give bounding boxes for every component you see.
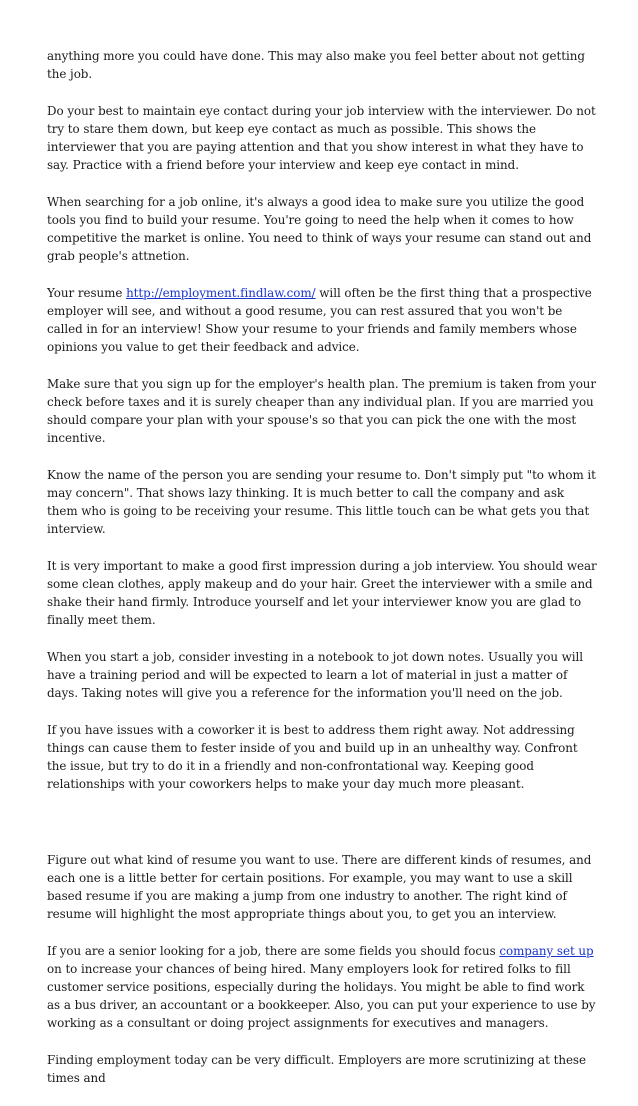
- paragraph-2: Do your best to maintain eye contact during your job interview with the interviewer. Do not try to stare them down, but keep eye contact as much as possible. This shows the interviewer that you are paying attention and that you show interest in what they have to say. Practice with a friend before your interview and keep eye contact in mind.: [47, 104, 596, 172]
- paragraph-8: When you start a job, consider investing in a notebook to jot down notes. Usually you will have a training period and will be expected to learn a lot of material in just a matter of days. Taking notes will give you a reference for the information you'll need on the job.: [47, 650, 584, 700]
- document-page: [47, 47, 597, 1106]
- paragraph-11-text-start: If you are a senior looking for a job, there are some fields you should focus: [47, 944, 500, 958]
- findlaw-link[interactable]: http://employment.findlaw.com/: [126, 286, 316, 300]
- paragraph-7: It is very important to make a good first impression during a job interview. You should wear some clean clothes, apply makeup and do your hair. Greet the interviewer with a smile and shake their hand firmly. Introduce yourself and let your interviewer know you are glad to finally meet them.: [47, 559, 597, 627]
- blank-gap: [47, 812, 597, 851]
- paragraph-11-text-end: on to increase your chances of being hired. Many employers look for retired folks to fill customer service positions, especially during the holidays. You might be able to find work as a bus driver, an accountant or a bookkeeper. Also, you can put your experience to use by working as a consultant or doing project assignments for executives and managers.: [47, 962, 596, 1030]
- paragraph-1: anything more you could have done. This may also make you feel better about not getting the job.: [47, 49, 585, 81]
- paragraph-9: If you have issues with a coworker it is best to address them right away. Not addressing things can cause them to fester inside of you and build up in an unhealthy way. Confront the issue, but try to do it in a friendly and non-confrontational way. Keeping good relationships with your coworkers helps to make your day much more pleasant.: [47, 723, 578, 791]
- paragraph-12: Finding employment today can be very difficult. Employers are more scrutinizing at these times and: [47, 1053, 586, 1085]
- company-set-up-link[interactable]: company set up: [499, 944, 594, 958]
- paragraph-6: Know the name of the person you are sending your resume to. Don't simply put "to whom it may concern". That shows lazy thinking. It is much better to call the company and ask them who is going to be receiving your resume. This little touch can be what gets you that interview.: [47, 468, 596, 536]
- paragraph-10: Figure out what kind of resume you want to use. There are different kinds of resumes, and each one is a little better for certain positions. For example, you may want to use a skill based resume if you are making a jump from one industry to another. The right kind of resume will highlight the most appropriate things about you, to get you an interview.: [47, 853, 592, 921]
- paragraph-4-text-end: will often be the first thing that a prospective employer will see, and without a good resume, you can rest assured that you won't be called in for an interview! Show your resume to your friends and family members whose opinions you value to get their feedback and advice.: [47, 286, 592, 354]
- paragraph-4-text-start: Your resume: [47, 286, 127, 300]
- paragraph-4: [47, 284, 597, 356]
- paragraph-3: When searching for a job online, it's always a good idea to make sure you utilize the good tools you find to build your resume. You're going to need the help when it comes to how competitive the market is online. You need to think of ways your resume can stand out and grab people's attnetion.: [47, 195, 592, 263]
- paragraph-5: Make sure that you sign up for the employer's health plan. The premium is taken from your check before taxes and it is surely cheaper than any individual plan. If you are married you should compare your plan with your spouse's so that you can pick the one with the most incentive.: [47, 377, 597, 445]
- paragraph-11: [47, 942, 597, 1032]
